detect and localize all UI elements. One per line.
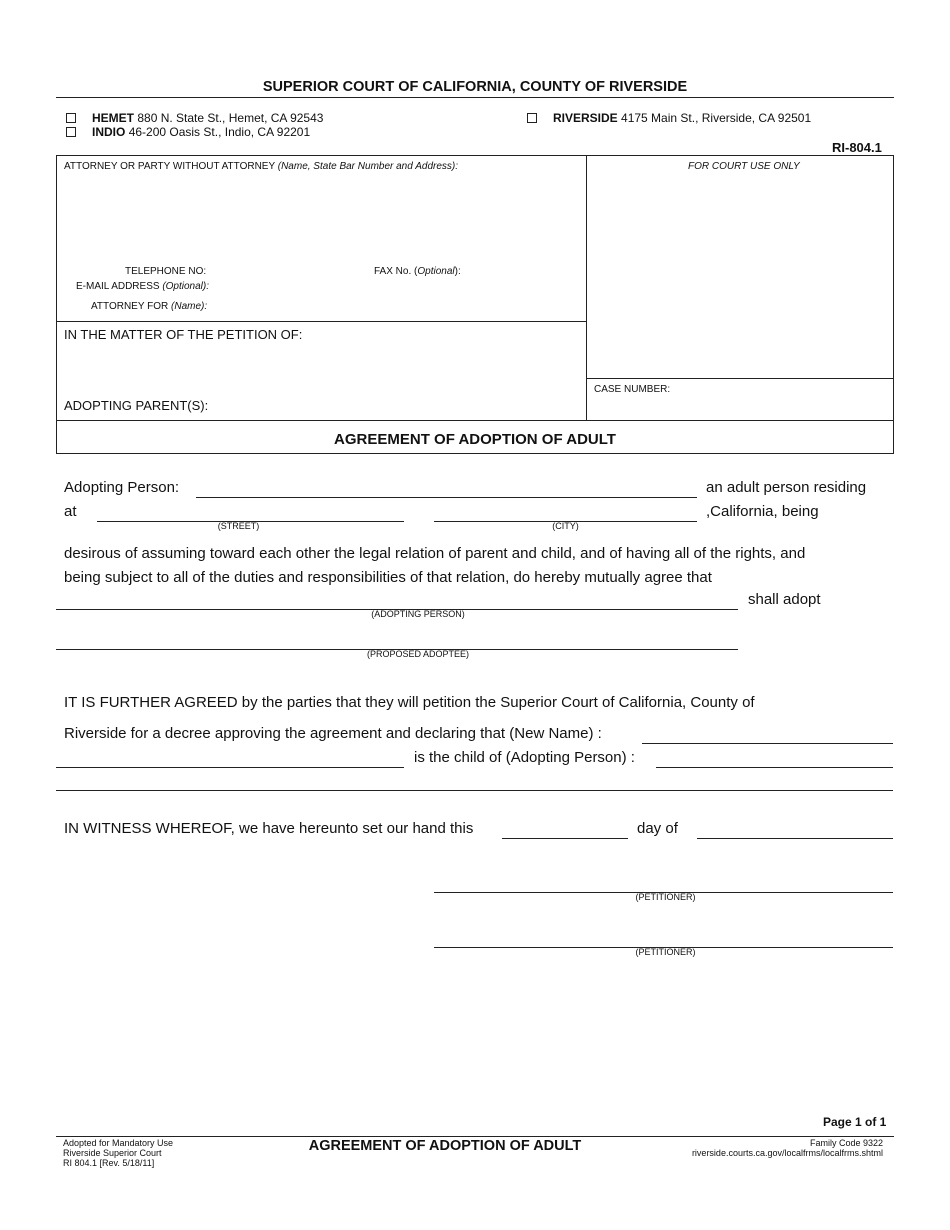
case-number-label: CASE NUMBER:: [594, 384, 671, 395]
telephone-label: TELEPHONE NO:: [125, 266, 207, 277]
proposed-adoptee-field[interactable]: [56, 633, 738, 650]
adopting-person-caption: (ADOPTING PERSON): [371, 609, 465, 619]
hemet-name: HEMET: [92, 111, 134, 125]
attorney-hint: (Name, State Bar Number and Address):: [277, 161, 459, 172]
adopting-person-decree-field[interactable]: [656, 751, 893, 768]
paragraph2-line1: IT IS FURTHER AGREED by the parties that they will petition the Superior Court of California, County of: [64, 694, 755, 711]
court-title: SUPERIOR COURT OF CALIFORNIA, COUNTY OF RIVERSIDE: [262, 79, 688, 95]
attorney-for-hint: (Name):: [171, 301, 208, 312]
petitioner-signature-1[interactable]: [434, 876, 893, 893]
at-text: at: [64, 503, 77, 520]
riverside-address: 4175 Main St., Riverside, CA 92501: [621, 111, 812, 125]
adopting-person-label: Adopting Person:: [64, 479, 180, 496]
email-label: [76, 281, 209, 292]
petitioner-caption-1: (PETITIONER): [635, 892, 696, 902]
paragraph1-line1: desirous of assuming toward each other the legal relation of parent and child, and of having all of the rights, and: [64, 545, 806, 562]
child-name-field[interactable]: [56, 751, 404, 768]
attorney-divider: [56, 321, 587, 322]
attorney-label: [64, 161, 458, 172]
city-caption: (CITY): [552, 521, 579, 531]
page-number: Page 1 of 1: [823, 1115, 887, 1129]
adopted-line-1: Adopted for Mandatory Use: [63, 1138, 174, 1148]
fax-label: [374, 266, 461, 277]
footer-reference: [692, 1138, 883, 1158]
header-rule: [56, 97, 894, 98]
adopted-line-3: RI 804.1 [Rev. 5/18/11]: [63, 1158, 155, 1168]
court-use-divider: [586, 378, 894, 379]
indio-address: 46-200 Oasis St., Indio, CA 92201: [128, 125, 311, 139]
city-field[interactable]: [434, 505, 697, 522]
matter-label: IN THE MATTER OF THE PETITION OF:: [64, 327, 303, 342]
court-use-label: FOR COURT USE ONLY: [688, 161, 800, 172]
child-of-text: is the child of (Adopting Person) :: [414, 749, 635, 766]
riverside-checkbox[interactable]: [527, 113, 537, 123]
shall-adopt-text: shall adopt: [748, 591, 821, 608]
street-caption: (STREET): [217, 521, 260, 531]
indio-checkbox[interactable]: [66, 127, 76, 137]
hemet-location: [92, 111, 323, 125]
paragraph2-line2: Riverside for a decree approving the agreement and declaring that (New Name) :: [64, 725, 602, 742]
adopted-line-2: Riverside Superior Court: [63, 1148, 162, 1158]
additional-line-field[interactable]: [56, 774, 893, 791]
email-text: E-MAIL ADDRESS: [76, 281, 160, 292]
caption-divider: [586, 155, 587, 420]
petitioner-caption-2: (PETITIONER): [635, 947, 696, 957]
hemet-checkbox[interactable]: [66, 113, 76, 123]
witness-text: IN WITNESS WHEREOF, we have hereunto set our hand this: [64, 820, 474, 837]
fax-close: ):: [454, 266, 461, 277]
month-year-field[interactable]: [697, 822, 893, 839]
street-field[interactable]: [97, 505, 404, 522]
adopting-person-field[interactable]: [196, 481, 697, 498]
indio-name: INDIO: [92, 125, 126, 139]
footer-url[interactable]: riverside.courts.ca.gov/localfrms/localfrms.shtml: [691, 1148, 883, 1158]
indio-location: [92, 125, 310, 139]
riverside-name: RIVERSIDE: [553, 111, 618, 125]
proposed-adoptee-caption: (PROPOSED ADOPTEE): [366, 649, 470, 659]
adult-residing-text: an adult person residing: [706, 479, 867, 496]
day-field[interactable]: [502, 822, 628, 839]
adopting-parents-label: ADOPTING PARENT(S):: [64, 398, 209, 413]
title-divider: [56, 420, 894, 421]
day-of-text: day of: [637, 820, 678, 837]
fax-optional: Optional: [417, 266, 455, 277]
hemet-address: 880 N. State St., Hemet, CA 92543: [137, 111, 324, 125]
california-being-text: ,California, being: [706, 503, 819, 520]
form-number: RI-804.1: [832, 140, 882, 155]
family-code: Family Code 9322: [809, 1138, 883, 1148]
adopting-person-name-field[interactable]: [56, 593, 738, 610]
fax-text: FAX No. (: [374, 266, 418, 277]
riverside-location: [553, 111, 811, 125]
email-optional: (Optional):: [162, 281, 210, 292]
petitioner-signature-2[interactable]: [434, 931, 893, 948]
attorney-for-label: [91, 301, 207, 312]
form-title: AGREEMENT OF ADOPTION OF ADULT: [334, 431, 616, 448]
paragraph1-line2: being subject to all of the duties and responsibilities of that relation, do hereby mutually agree that: [64, 569, 712, 586]
attorney-label-text: ATTORNEY OR PARTY WITHOUT ATTORNEY: [64, 161, 275, 172]
footer-title: AGREEMENT OF ADOPTION OF ADULT: [308, 1138, 582, 1154]
footer-rule: [56, 1136, 894, 1137]
new-name-field[interactable]: [642, 727, 893, 744]
adopted-block: [63, 1138, 173, 1168]
attorney-for-text: ATTORNEY FOR: [91, 301, 169, 312]
